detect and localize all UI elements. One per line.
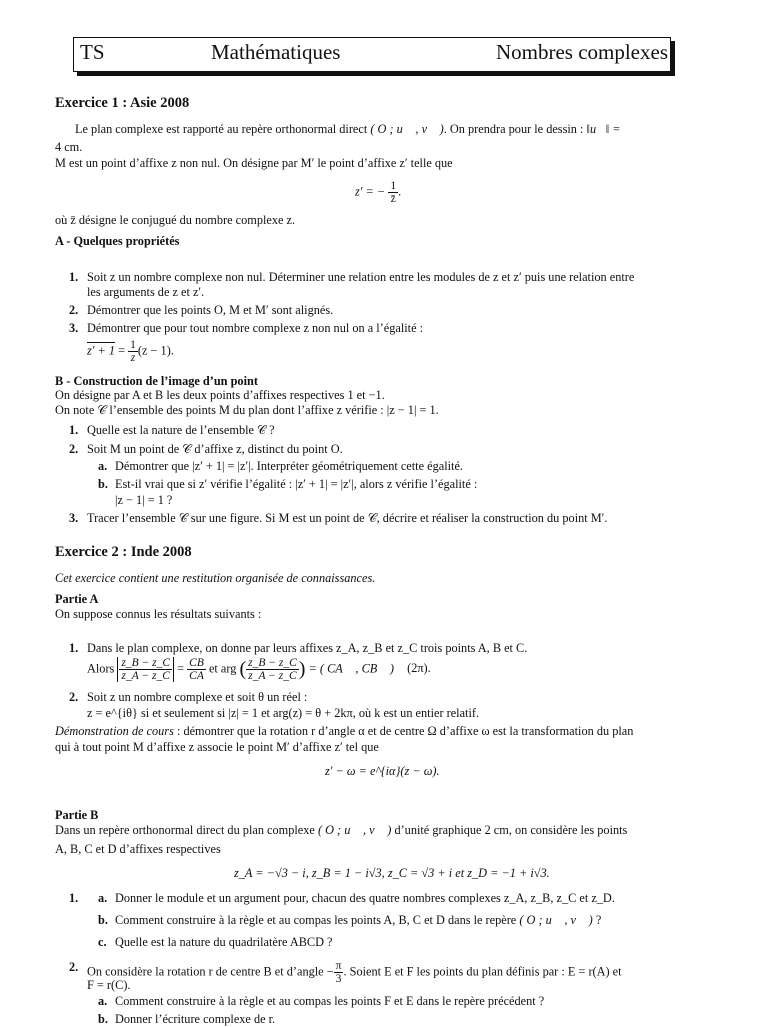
r1-abs-fraction [119,657,172,682]
r1-ratio [187,657,206,682]
item-number: 2. [69,960,79,974]
b2b-line2: |z − 1| = 1 ? [115,493,173,507]
ex1-intro-part2: . On prendra pour le dessin : [443,122,584,136]
sub-item-letter: a. [98,891,108,905]
sub-item-letter: a. [98,459,108,473]
q1c-text: Quelle est la nature du quadrilatère ABCD ? [115,935,333,949]
r2-line2: z = e^{iθ} si et seulement si |z| = 1 et arg(z) = θ + 2kπ, où k est un entier relatif. [87,706,480,720]
q1b-text-a: Comment construire à la règle et au compas les points A, B, C et D dans le repère [115,913,517,927]
part-a-intro: On suppose connus les résultats suivants : [55,607,262,621]
q1a-text: Donner le module et un argument pour, chacun des quatre nombres complexes z_A, z_B, z_C et z_D. [115,891,615,905]
part-b-heading: Partie B [55,808,99,822]
b3-text: Tracer l’ensemble 𝒞 sur une figure. Si M est un point de 𝒞, décrire et réaliser la construction du point M′. [87,511,608,525]
sub-item-letter: b. [98,913,108,927]
ex1-formula-lhs: z′ = − [355,184,386,199]
item-number: 2. [69,442,79,456]
header-subject: Mathématiques [211,40,341,64]
sub-item-letter: a. [98,994,108,1008]
sub-item-letter: c. [98,935,107,949]
r1-line1: Dans le plan complexe, on donne par leurs affixes z_A, z_B et z_C trois points A, B et C. [87,641,528,655]
a3-num: 1 [130,339,136,351]
q2-text-a: On considère la rotation r de centre B et d’angle − [87,964,334,979]
a3-equals: = [118,343,126,358]
b-intro-2: On note 𝒞 l’ensemble des points M du plan dont l’affixe z vérifie : |z − 1| = 1. [55,403,439,417]
q1b-text [115,913,601,928]
item-number: 1. [69,641,79,655]
r1-arg-fraction [246,657,299,682]
r1-abs [117,657,174,682]
a3-den: z [130,352,136,364]
part-b-text-b: d’unité graphique 2 cm, on considère les points [394,823,628,837]
q2-line2: F = r(C). [87,978,131,992]
r2-line1: Soit z un nombre complexe et soit θ un réel : [87,690,308,704]
q2-den: 3 [335,973,342,985]
a1-line2: les arguments de z et z′. [87,285,205,299]
part-b-line2: A, B, C et D d’affixes respectives [55,842,221,856]
part-a-heading: Partie A [55,592,99,606]
item-number: 2. [69,303,79,317]
item-number: 2. [69,690,79,704]
item-number: 3. [69,511,79,525]
ex1-main-formula: z′ = − $\frac{1}{z̄}$ . [355,180,402,205]
q2-line1 [87,960,622,985]
b1-text: Quelle est la nature de l’ensemble 𝒞 ? [87,423,275,437]
demo-text: : démontrer que la rotation r d’angle α et de centre Ω d’affixe ω est la transformation du plan [176,724,634,738]
r1-abs-num: z_B − z_C [121,657,171,669]
ex1-definition: M est un point d’affixe z non nul. On désigne par M′ le point d’affixe z′ telle que [55,156,453,170]
part-b-text-a: Dans un repère orthonormal direct du plan complexe [55,823,315,837]
r1-mod: (2π). [407,661,431,676]
r1-abs-den: z_A − z_C [121,670,170,682]
ex1-conjugate-note: où z̄ désigne le conjugué du nombre complexe z. [55,213,296,227]
q2a-text: Comment construire à la règle et au compas les points F et E dans le repère précédent ? [115,994,545,1008]
a3-rhs: (z − 1). [137,343,174,358]
a3-fraction [128,339,138,364]
section-b-heading: B - Construction de l’image d’un point [55,374,258,388]
r1-angle: = ( CA⃗ , CB⃗ ) [308,661,395,676]
r1-cb: CB [189,657,204,669]
demo-label: Démonstration de cours [55,724,174,738]
ex1-norm: ‖u⃗‖ = [586,122,621,136]
demo-line2: qui à tout point M d’affixe z associe le point M′ d’affixe z′ tel que [55,740,379,754]
a1-line1: Soit z un nombre complexe non nul. Déterminer une relation entre les modules de z et z′ puis une relation entre [87,270,635,284]
sub-item-letter: b. [98,1012,108,1026]
demo-line1 [55,724,633,739]
ex1-intro-text [75,122,621,137]
page-header [73,37,671,72]
part-b-line1 [55,823,627,838]
item-number: 1. [69,891,79,905]
exercise-1-title: Exercice 1 : Asie 2008 [55,95,190,111]
q1b-end: ? [595,913,602,927]
r1-eq1: = [177,661,185,676]
sub-item-letter: b. [98,477,108,491]
a3-lhs: z′ + 1 [87,343,116,358]
q2b-text: Donner l’écriture complexe de r. [115,1012,276,1026]
r1-formula: Alors $\frac{z\_B - z\_C}{z\_A - z\_C}$ = $\frac{CB}{CA}$ et arg ( $\frac{z\_B - z\_C}{z\_A - z\_C}$ ) = ( CA⃗ , CB⃗ ) (2π). [87,657,431,682]
header-class-label: TS [80,40,105,64]
b2a-text: Démontrer que |z′ + 1| = |z′|. Interpréter géométriquement cette égalité. [115,459,463,473]
item-number: 1. [69,423,79,437]
r1-etarg: et arg [208,661,237,676]
ex1-formula-den: z̄ [390,193,396,205]
header-chapter: Nombres complexes [495,40,668,64]
r1-arg-num: z_B − z_C [248,657,297,669]
q2-text-b: . Soient E et F les points du plan définis par : E = r(A) et [343,964,622,979]
ex1-formula-fraction [388,180,398,205]
part-b-affixes: z_A = −√3 − i, z_B = 1 − i√3, z_C = √3 + i et z_D = −1 + i√3. [234,866,550,880]
q2-num: π [335,960,342,972]
r1-alors: Alors [87,661,115,676]
ex1-intro-part1: Le plan complexe est rapporté au repère orthonormal direct [75,122,368,136]
q2-angle-fraction [334,960,344,985]
exercise-2-title: Exercice 2 : Inde 2008 [55,544,192,560]
a3-formula [87,339,174,364]
a3-text: Démontrer que pour tout nombre complexe z non nul on a l’égalité : [87,321,424,335]
b2-text: Soit M un point de 𝒞 d’affixe z, distinct du point O. [87,442,343,456]
ex1-intro-line2: 4 cm. [55,140,83,154]
a2-text: Démontrer que les points O, M et M′ sont alignés. [87,303,334,317]
item-number: 1. [69,270,79,284]
b2b-line1: Est-il vrai que si z′ vérifie l’égalité : |z′ + 1| = |z′|, alors z vérifie l’égalité : [115,477,478,491]
r1-ca: CA [189,670,204,682]
item-number: 3. [69,321,79,335]
section-a-heading: A - Quelques propriétés [55,234,180,248]
b-intro-1: On désigne par A et B les deux points d’affixes respectives 1 et −1. [55,388,385,402]
demo-formula: z′ − ω = e^{iα}(z − ω). [325,764,440,778]
ex1-basis: ( O ; u⃗ , v⃗ ) [370,122,444,136]
part-b-basis: ( O ; u⃗ , v⃗ ) [317,823,392,837]
ex1-formula-num: 1 [390,180,397,192]
q1b-basis: ( O ; u⃗ , v⃗ ) [519,913,593,927]
ex2-intro: Cet exercice contient une restitution organisée de connaissances. [55,571,376,585]
r1-arg-den: z_A − z_C [248,670,297,682]
